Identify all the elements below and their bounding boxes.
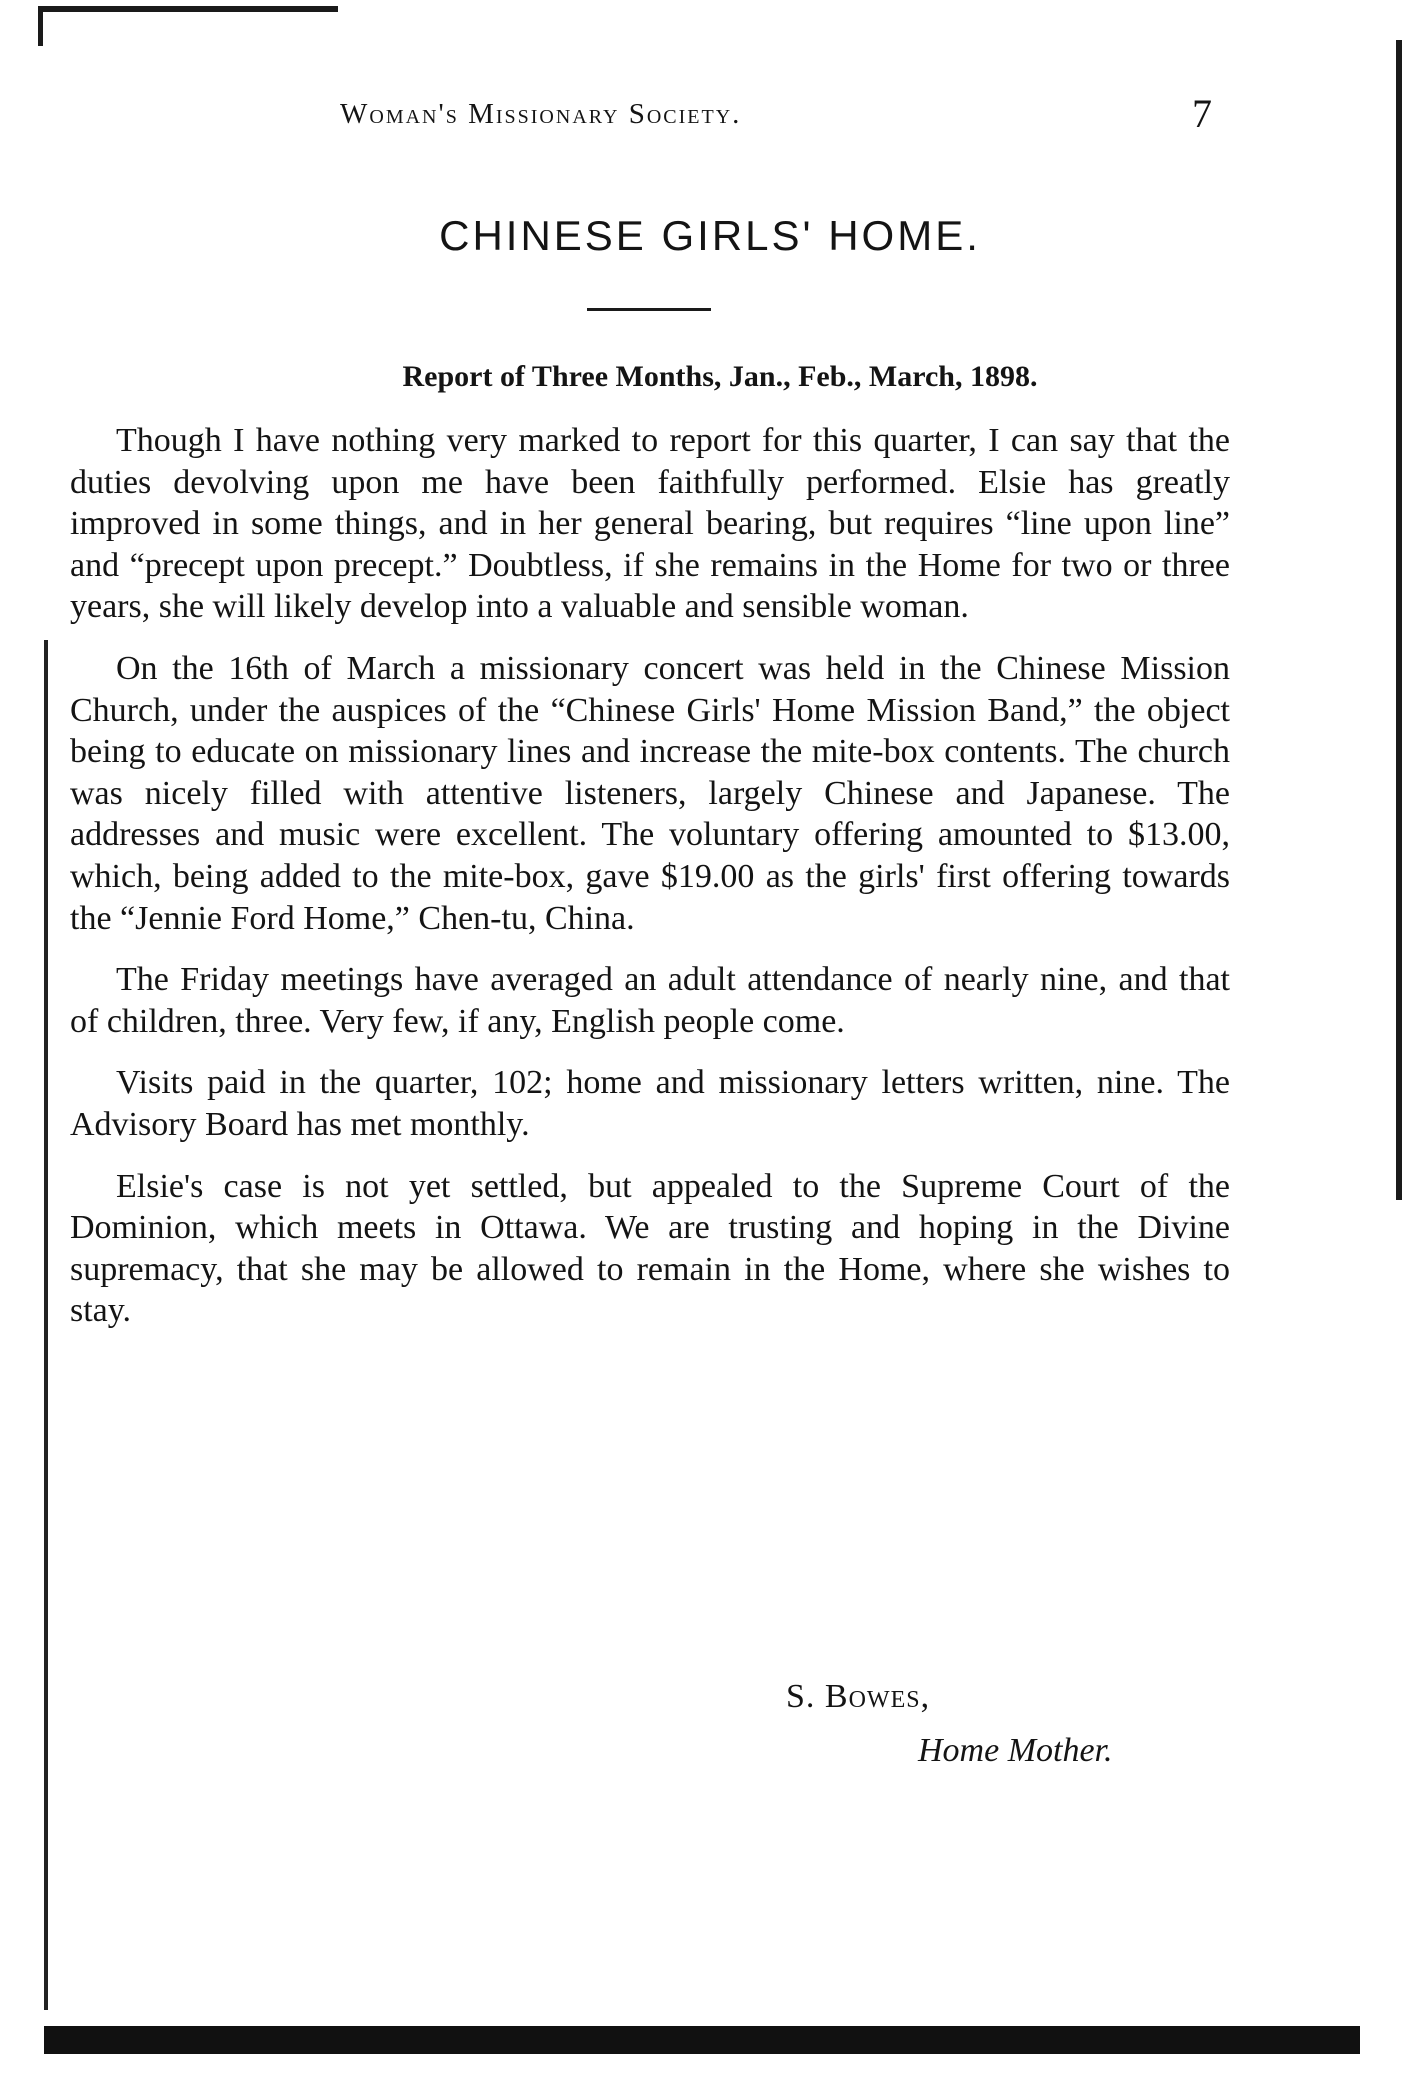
scan-edge-bottom (44, 2026, 1360, 2054)
scan-edge-left (44, 640, 48, 2010)
paragraph: Visits paid in the quarter, 102; home and missionary letters written, nine. The Advisory Board has met monthly. (70, 1064, 1230, 1143)
title-rule (587, 308, 711, 311)
paragraph: The Friday meetings have averaged an adult attendance of nearly nine, and that of children, three. Very few, if any, English people come. (70, 961, 1230, 1040)
running-title: Woman's Missionary Society. (340, 98, 742, 130)
paragraph: Though I have nothing very marked to report for this quarter, I can say that the duties devolving upon me have been faithfully performed. Elsie has greatly improved in some things, and in her general bearing, but requires “line upon line” and “precept upon precept.” Doubtless, if she remains in the Home for two or three years, she will likely develop into a valuable and sensible woman. (70, 422, 1230, 626)
signature-title: Home Mother. (918, 1732, 1113, 1769)
paragraph: Elsie's case is not yet settled, but appealed to the Supreme Court of the Dominion, which meets in Ottawa. We are trusting and hoping in the Divine supremacy, that she may be allowed to remain in the Home, where she wishes to stay. (70, 1167, 1230, 1330)
article-body (70, 420, 1230, 1352)
scan-edge-left-top (38, 6, 43, 46)
running-head (0, 88, 1410, 138)
paragraph: On the 16th of March a missionary concert was held in the Chinese Mission Church, under the auspices of the “Chinese Girls' Home Mission Band,” the object being to educate on missionary lines and increase the mite-box contents. The church was nicely filled with attentive listeners, largely Chinese and Japanese. The addresses and music were excellent. The voluntary offering amounted to $13.00, which, being added to the mite-box, gave $19.00 as the girls' first offering towards the “Jennie Ford Home,” Chen-tu, China. (70, 649, 1230, 937)
signature-block (0, 1668, 1410, 1788)
article-title: CHINESE GIRLS' HOME. (439, 212, 981, 259)
scan-edge-top (38, 6, 338, 12)
page-number: 7 (1192, 91, 1212, 136)
signature-name: S. Bowes, (786, 1678, 931, 1715)
article-subtitle: Report of Three Months, Jan., Feb., March, 1898. (402, 360, 1038, 393)
